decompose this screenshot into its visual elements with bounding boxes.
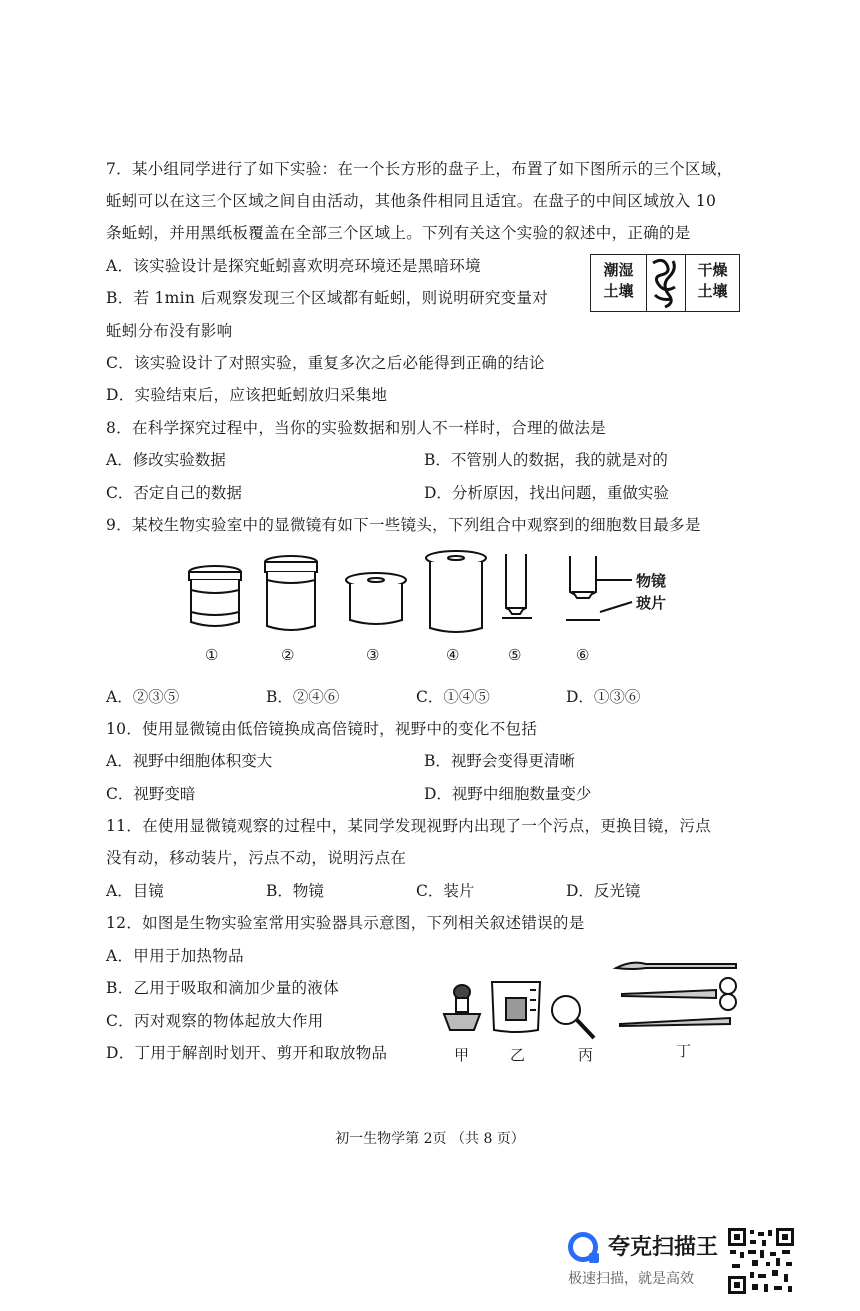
q8-stem: 8．在科学探究过程中，当你的实验数据和别人不一样时，合理的做法是 (106, 419, 606, 437)
lens-drawings (180, 550, 680, 670)
q10-option-b: B．视野会变得更清晰 (424, 752, 575, 770)
lens-number-3: ③ (366, 646, 380, 664)
q12-option-d: D．丁用于解剖时划开、剪开和取放物品 (106, 1044, 388, 1062)
q8-option-a: A．修改实验数据 (106, 451, 226, 469)
q7-stem-line3: 条蚯蚓，并用黑纸板覆盖在全部三个区域上。下列有关这个实验的叙述中，正确的是 (106, 224, 691, 242)
brand-name: 夸克扫描王 (608, 1235, 719, 1260)
label-yi: 乙 (510, 1046, 526, 1064)
beaker-icon (492, 982, 540, 1032)
q10-option-c: C．视野变暗 (106, 785, 196, 803)
q7-option-b-line1: B．若 1min 后观察发现三个区域都有蚯蚓，则说明研究变量对 (106, 289, 549, 307)
q7-option-b-line2: 蚯蚓分布没有影响 (106, 322, 233, 340)
page-footer: 初一生物学第 2页 （共 8 页） (335, 1131, 525, 1147)
lab-tools-figure (436, 956, 756, 1066)
brand-slogan: 极速扫描，就是高效 (568, 1271, 694, 1287)
q11-option-a: A．目镜 (106, 882, 164, 900)
lens-number-6: ⑥ (576, 646, 590, 664)
eyepiece-1-icon (189, 566, 241, 626)
label-ding: 丁 (676, 1042, 692, 1060)
lens-number-4: ④ (446, 646, 460, 664)
q8-option-b: B．不管别人的数据，我的就是对的 (424, 451, 668, 469)
dropper-icon (444, 985, 480, 1030)
q8-option-d: D．分析原因，找出问题，重做实验 (424, 484, 669, 502)
scanner-brand (568, 1224, 728, 1294)
qr-code-icon (728, 1228, 794, 1294)
q7-stem-line2: 蚯蚓可以在这三个区域之间自由活动，其他条件相同且适宜。在盘子的中间区域放入 10 (106, 192, 717, 210)
q10-option-a: A．视野中细胞体积变大 (106, 752, 273, 770)
q8-option-c: C．否定自己的数据 (106, 484, 242, 502)
q11-option-b: B．物镜 (266, 882, 324, 900)
q12-stem: 12．如图是生物实验室常用实验器具示意图，下列相关叙述错误的是 (106, 914, 585, 932)
q11-stem-line1: 11．在使用显微镜观察的过程中，某同学发现视野内出现了一个污点，更换目镜，污点 (106, 817, 711, 835)
q11-stem-line2: 没有动，移动装片，污点不动，说明污点在 (106, 849, 407, 867)
microscope-lens-figure (180, 550, 680, 670)
objective-3-icon (346, 573, 406, 624)
q12-option-a: A．甲用于加热物品 (106, 947, 244, 965)
q10-stem: 10．使用显微镜由低倍镜换成高倍镜时，视野中的变化不包括 (106, 720, 538, 738)
lens-number-2: ② (281, 646, 295, 664)
label-bing: 丙 (578, 1046, 594, 1064)
objective-label: 物镜 (636, 572, 667, 590)
objective-far-6-icon (566, 556, 632, 620)
q9-option-c: C．①④⑤ (416, 688, 490, 706)
q11-option-d: D．反光镜 (566, 882, 641, 900)
q11-option-c: C．装片 (416, 882, 475, 900)
q9-option-b: B．②④⑥ (266, 688, 340, 706)
q10-option-d: D．视野中细胞数量变少 (424, 785, 592, 803)
q7-option-a: A．该实验设计是探究蚯蚓喜欢明亮环境还是黑暗环境 (106, 257, 481, 275)
dissecting-tools-icon (616, 963, 736, 1026)
slide-label: 玻片 (636, 594, 667, 612)
q9-stem: 9．某校生物实验室中的显微镜有如下一些镜头，下列组合中观察到的细胞数目最多是 (106, 516, 701, 534)
moist-soil-label-2: 土壤 (603, 282, 634, 300)
q7-option-d: D．实验结束后，应该把蚯蚓放归采集地 (106, 386, 388, 404)
q7-stem-line1: 7．某小组同学进行了如下实验：在一个长方形的盘子上，布置了如下图所示的三个区域， (106, 160, 733, 178)
moist-soil-label-1: 潮湿 (603, 261, 634, 279)
eyepiece-2-icon (265, 556, 317, 630)
dry-soil-label-2: 土壤 (697, 282, 728, 300)
label-jia: 甲 (454, 1046, 470, 1064)
lens-number-1: ① (205, 646, 219, 664)
lab-tools-drawings (436, 956, 756, 1066)
dry-soil-label-1: 干燥 (697, 261, 728, 279)
magnifier-icon (552, 996, 594, 1038)
q12-option-b: B．乙用于吸取和滴加少量的液体 (106, 979, 339, 997)
lens-number-5: ⑤ (508, 646, 522, 664)
earthworm-icon (647, 255, 685, 311)
q9-option-d: D．①③⑥ (566, 688, 641, 706)
quark-logo-icon (568, 1232, 598, 1262)
objective-close-5-icon (502, 554, 532, 618)
q9-option-a: A．②③⑤ (106, 688, 180, 706)
q12-option-c: C．丙对观察的物体起放大作用 (106, 1012, 324, 1030)
q7-option-c: C．该实验设计了对照实验，重复多次之后必能得到正确的结论 (106, 354, 545, 372)
objective-4-icon (426, 551, 486, 632)
earthworm-tray-figure (590, 254, 740, 312)
